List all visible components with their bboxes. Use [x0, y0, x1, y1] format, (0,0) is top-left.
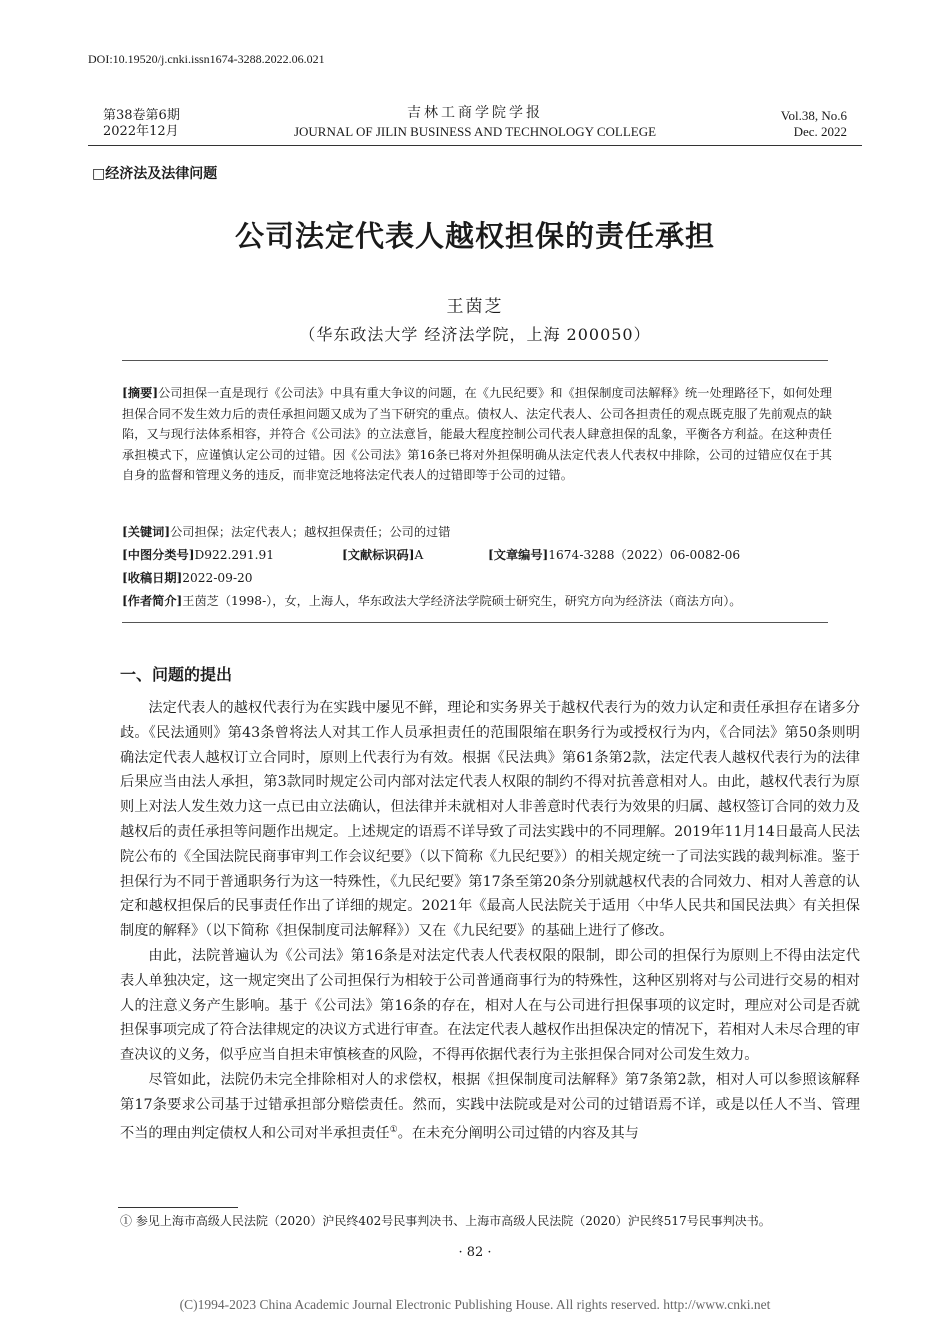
- author-bio-text: 王茵芝（1998-），女，上海人，华东政法大学经济法学院硕士研究生，研究方向为经济法（商法方向）。: [182, 594, 742, 608]
- clc-value: D922.291.91: [194, 548, 275, 562]
- paragraph-tail: 。在未充分阐明公司过错的内容及其与: [397, 1125, 639, 1142]
- abstract-bottom-rule: [122, 622, 828, 623]
- journal-title-en: JOURNAL OF JILIN BUSINESS AND TECHNOLOGY COLLEGE: [293, 124, 657, 139]
- doc-code-label: [文献标识码]: [342, 548, 415, 562]
- doc-code: [342, 546, 423, 563]
- footnote-ref[interactable]: ①: [389, 1124, 398, 1135]
- article-number: [488, 546, 740, 563]
- author: 王茵芝: [446, 297, 504, 317]
- header-right: [781, 108, 847, 140]
- keywords: [122, 523, 450, 540]
- header-divider: [88, 145, 862, 146]
- received-text: 2022-09-20: [182, 571, 253, 585]
- header-left: [103, 108, 180, 140]
- volume-cn: 第38卷第6期: [103, 108, 180, 123]
- journal-header: [250, 102, 700, 140]
- paragraph: 法定代表人的越权代表行为在实践中屡见不鲜，理论和实务界关于越权代表行为的效力认定和责任承担存在诸多分歧。《民法通则》第43条曾将法人对其工作人员承担责任的范围限缩在职务行为或授权行为内，《合同法》第50条则明确法定代表人越权订立合同时，原则上代表行为有效。根据《民法典》第61条第2款，法定代表人越权代表行为的法律后果应当由法人承担，第3款同时规定公司内部对法定代表人权限的制约不得对抗善意相对人。由此，越权代表行为原则上对法人发生效力这一点已由立法确认，但法律并未就相对人非善意时代表行为效果的归属、越权签订合同的效力及越权后的责任承担等问题作出规定。上述规定的语焉不详导致了司法实践中的不同理解。2019年11月14日最高人民法院公布的《全国法院民商事审判工作会议纪要》（以下简称《九民纪要》）的相关规定统一了司法实践的裁判标准。鉴于担保行为不同于普通职务行为这一特殊性，《九民纪要》第17条至第20条分别就越权代表的合同效力、相对人善意的认定和越权担保后的民事责任作出了详细的规定。2021年《最高人民法院关于适用〈中华人民共和国民法典〉有关担保制度的解释》（以下简称《担保制度司法解释》）又在《九民纪要》的基础上进行了修改。: [120, 700, 860, 940]
- page-number: · 82 ·: [458, 1245, 492, 1260]
- paragraph-text: 尽管如此，法院仍未完全排除相对人的求偿权，根据《担保制度司法解释》第7条第2款，相对人可以参照该解释第17条要求公司基于过错承担部分赔偿责任。然而，实践中法院或是对公司的过错语焉不详，或是以任人不当、管理不当的理由判定债权人和公司对半承担责任: [120, 1071, 860, 1142]
- doi: DOI:10.19520/j.cnki.issn1674-3288.2022.06.021: [88, 52, 325, 66]
- doc-code-value: A: [414, 548, 424, 562]
- copyright-notice: (C)1994-2023 China Academic Journal Electronic Publishing House. All rights reserved. http://www.cnki.net: [179, 1297, 771, 1312]
- clc-number: [122, 546, 274, 563]
- article-number-value: 1674-3288（2022）06-0082-06: [548, 548, 741, 562]
- abstract-label: [摘要]: [122, 386, 159, 400]
- date-en: Dec. 2022: [793, 124, 847, 139]
- keywords-label: [关键词]: [122, 525, 171, 539]
- paragraph: [120, 1068, 860, 1146]
- journal-title-cn: 吉林工商学院学报: [407, 105, 543, 121]
- footnote-rule: [118, 1207, 238, 1208]
- date-cn: 2022年12月: [103, 124, 179, 139]
- author-bio: [122, 592, 741, 609]
- body-text: [120, 696, 860, 1146]
- keywords-text: 公司担保；法定代表人；越权担保责任；公司的过错: [170, 525, 451, 539]
- abstract-top-rule: [122, 360, 828, 361]
- received-label: [收稿日期]: [122, 571, 183, 585]
- affiliation: （华东政法大学 经济法学院，上海 200050）: [299, 325, 651, 344]
- section-heading: 一、问题的提出: [120, 665, 233, 684]
- clc-label: [中图分类号]: [122, 548, 195, 562]
- abstract-text: 公司担保一直是现行《公司法》中具有重大争议的问题，在《九民纪要》和《担保制度司法解释》统一处理路径下，如何处理担保合同不发生效力后的责任承担问题又成为了当下研究的重点。债权人、法定代表人、公司各担责任的观点既克服了先前观点的缺陷，又与现行法体系相容，并符合《公司法》的立法意旨，能最大程度控制公司代表人肆意担保的乱象，平衡各方利益。在这种责任承担模式下，应谨慎认定公司的过错。因《公司法》第16条已将对外担保明确从法定代表人代表权中排除，公司的过错应仅在于其自身的监督和管理义务的违反，而非宽泛地将法定代表人的过错即等于公司的过错。: [122, 386, 832, 482]
- article-number-label: [文章编号]: [488, 548, 549, 562]
- volume-en: Vol.38, No.6: [780, 108, 847, 123]
- footnote: ① 参见上海市高级人民法院（2020）沪民终402号民事判决书、上海市高级人民法院（2020）沪民终517号民事判决书。: [120, 1214, 771, 1228]
- paragraph: 由此，法院普遍认为《公司法》第16条是对法定代表人代表权限的限制，即公司的担保行为原则上不得由法定代表人单独决定，这一规定突出了公司担保行为相较于公司普通商事行为的特殊性，这种区别将对与公司进行交易的相对人的注意义务产生影响。基于《公司法》第16条的存在，相对人在与公司进行担保事项的议定时，理应对公司是否就担保事项完成了符合法律规定的决议方式进行审查。在法定代表人越权作出担保决定的情况下，若相对人未尽合理的审查决议的义务，似乎应当自担未审慎核查的风险，不得再依据代表行为主张担保合同对公司发生效力。: [120, 947, 860, 1064]
- author-bio-label: [作者简介]: [122, 594, 183, 608]
- article-title: 公司法定代表人越权担保的责任承担: [234, 219, 715, 253]
- column-label: □经济法及法律问题: [92, 166, 218, 182]
- received-date: [122, 569, 253, 586]
- abstract: [122, 383, 832, 486]
